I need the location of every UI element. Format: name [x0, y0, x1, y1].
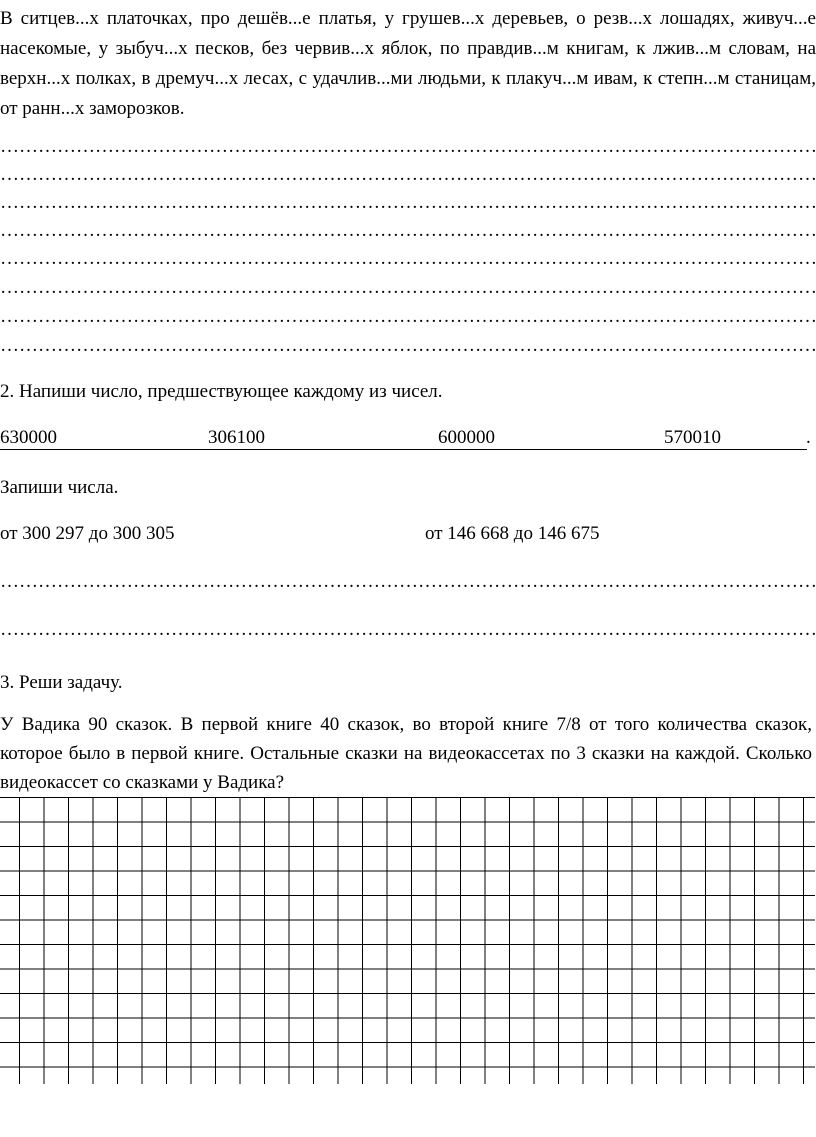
end-mark: .	[806, 427, 811, 448]
answer-line[interactable]	[0, 163, 816, 187]
number-item: 306100	[208, 427, 265, 448]
range-right: от 146 668 до 146 675	[425, 523, 600, 544]
exercise3-text: У Вадика 90 сказок. В первой книге 40 сказок, во второй книге 7/8 от того количества сказок, которое было в первой книге. Остальные сказки на видеокассетах по 3 сказки на каждой. Сколько видеокассет со сказками у Вадика?	[0, 714, 812, 793]
exercise1-text: В ситцев...х платочках, про дешёв...е платья, у грушев...х деревьев, о резв...х лошадях, живуч...е насекомые, у зыбуч...х песков, без червив...х яблок, по правдив...м книгам, к лжив...м словам, на верхн...х полках, в дремуч...х лесах, с удачлив...ми людьми, к плакуч...м ивам, к степн...м станицам, от ранн...х заморозков.	[0, 8, 816, 119]
range-left: от 300 297 до 300 305	[0, 523, 175, 544]
answer-line[interactable]	[0, 305, 816, 329]
answer-line[interactable]	[0, 334, 816, 358]
number-item: 570010	[664, 427, 721, 448]
number-row	[0, 427, 816, 453]
exercise2-title: 2. Напиши число, предшествующее каждому из чисел.	[0, 381, 443, 402]
answer-line[interactable]	[0, 135, 816, 159]
answer-line[interactable]	[0, 247, 816, 271]
answer-line[interactable]	[0, 219, 816, 243]
exercise3-title: 3. Реши задачу.	[0, 672, 123, 693]
answer-line[interactable]	[0, 191, 816, 215]
exercise2-subtitle: Запиши числа.	[0, 477, 119, 498]
answer-underline[interactable]	[0, 449, 807, 450]
answer-grid[interactable]	[0, 797, 816, 1087]
number-item: 600000	[438, 427, 495, 448]
number-item: 630000	[0, 427, 57, 448]
answer-line[interactable]	[0, 570, 816, 594]
answer-line[interactable]	[0, 618, 816, 642]
answer-line[interactable]	[0, 276, 816, 300]
